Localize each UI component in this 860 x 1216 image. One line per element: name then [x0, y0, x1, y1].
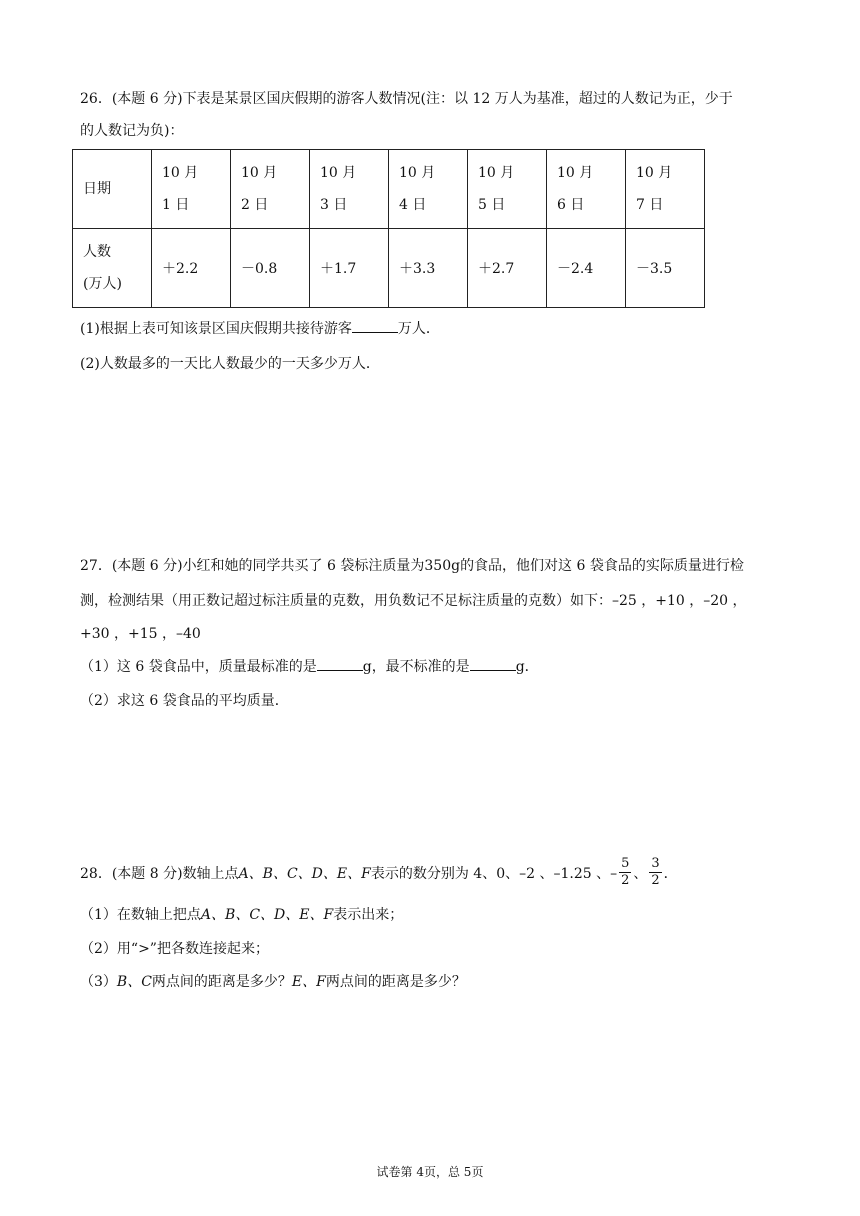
- q28-stem-b: 表示的数分别为 4、0、–2 、–1.25 、–: [370, 865, 618, 882]
- q26-score: (本题 6 分): [111, 91, 183, 107]
- q28-sub3-b: 两点间的距离是多少？: [151, 974, 292, 990]
- day-month: 10 月: [399, 165, 436, 181]
- table-cell-day: [626, 150, 705, 229]
- table-cell-value: －3.5: [626, 229, 705, 308]
- q26-stem-line1: [80, 88, 733, 108]
- q28-sub3-ef: E、F: [291, 974, 326, 990]
- day-month: 10 月: [478, 165, 515, 181]
- table-cell-value: ＋3.3: [389, 229, 468, 308]
- fraction-denominator: 2: [651, 873, 660, 888]
- q28-sub1-points: A、B、C、D、E、F: [200, 907, 334, 923]
- day-day: 4 日: [399, 197, 427, 213]
- date-label: 日期: [83, 181, 111, 197]
- day-month: 10 月: [241, 165, 278, 181]
- fraction-numerator: 5: [621, 856, 630, 871]
- table-cell-day: [152, 150, 231, 229]
- table-row-counts: [73, 229, 705, 308]
- table-header-date: [73, 150, 152, 229]
- q27-stem-a: 小红和她的同学共买了 6 袋标注质量为: [182, 558, 425, 574]
- count-unit: (万人): [83, 276, 122, 292]
- table-cell-day: [547, 150, 626, 229]
- q28-sub1-b: 表示出来；: [333, 907, 404, 923]
- table-cell-value: ＋2.7: [468, 229, 547, 308]
- q26-stem-text2: 的人数记为负)：: [80, 123, 184, 139]
- q28-sub3-c: 两点间的距离是多少？: [325, 974, 466, 990]
- q27-stem-text2: 测，检测结果（用正数记超过标注质量的克数，用负数记不足标注质量的克数）如下：–25 ，+10 ，–20 ，: [80, 593, 747, 609]
- count-label: 人数: [83, 244, 111, 260]
- q27-sub1-text-a: （1）这 6 袋食品中，质量最标准的是: [80, 659, 317, 675]
- day-day: 7 日: [636, 197, 664, 213]
- day-month: 10 月: [320, 165, 357, 181]
- day-day: 5 日: [478, 197, 506, 213]
- table-cell-value: －0.8: [231, 229, 310, 308]
- q27-stem-c: 的食品，他们对这 6 袋食品的实际质量进行检: [460, 558, 744, 574]
- tourist-table: [72, 149, 705, 308]
- q26-sub2: [80, 353, 380, 373]
- answer-blank[interactable]: [352, 318, 398, 333]
- q28-stem-a: 数轴上点: [182, 865, 239, 882]
- day-day: 2 日: [241, 197, 269, 213]
- q28-sub1-a: （1）在数轴上把点: [80, 907, 201, 923]
- q27-sub1-text-b: ，最不标准的是: [371, 659, 470, 675]
- q27-stem-text3: +30 ，+15 ，–40: [80, 626, 201, 642]
- q26-sub1-unit: 万人．: [397, 321, 440, 337]
- table-cell-value: －2.4: [547, 229, 626, 308]
- q28-number: 28．: [80, 865, 112, 882]
- day-month: 10 月: [162, 165, 199, 181]
- q27-stem-line2: [80, 590, 747, 610]
- table-cell-day: [231, 150, 310, 229]
- q27-sub2-text: （2）求这 6 袋食品的平均质量．: [80, 693, 289, 709]
- q27-stem-line3: [80, 623, 201, 643]
- q26-stem-text1: 下表是某景区国庆假期的游客人数情况(注：以 12 万人为基准，超过的人数记为正，少于: [182, 91, 733, 107]
- fraction-three-halves: [649, 856, 661, 889]
- q27-unit: g: [362, 659, 372, 675]
- q28-sub1: [80, 904, 403, 924]
- q28-points: A、B、C、D、E、F: [238, 865, 371, 882]
- q28-sub2-text: （2）用“>”把各数连接起来；: [80, 941, 269, 957]
- q27-sub2: [80, 690, 289, 710]
- page-footer: 试卷第 4页，总 5页: [376, 1165, 484, 1179]
- q26-sub2-text: (2)人数最多的一天比人数最少的一天多少万人．: [80, 356, 380, 372]
- q26-sub1-text: (1)根据上表可知该景区国庆假期共接待游客: [80, 321, 352, 337]
- day-month: 10 月: [636, 165, 673, 181]
- fraction-five-halves: [619, 856, 631, 889]
- q27-unit: g: [515, 659, 525, 675]
- q28-sub2: [80, 938, 269, 958]
- q28-sub3-bc: B、C: [116, 974, 152, 990]
- q27-score: (本题 6 分): [111, 558, 183, 574]
- q27-stem-line1: [80, 555, 744, 575]
- q28-stem-end: ．: [663, 865, 678, 882]
- q27-sub1-end: ．: [524, 659, 539, 675]
- table-row-dates: [73, 150, 705, 229]
- table-header-count: [73, 229, 152, 308]
- q28-score: (本题 8 分): [111, 865, 183, 882]
- q26-sub1: [80, 318, 440, 338]
- q27-sub1: [80, 656, 539, 676]
- q27-number: 27．: [80, 558, 112, 574]
- answer-blank[interactable]: [470, 656, 516, 671]
- fraction-denominator: 2: [621, 873, 630, 888]
- q28-separator: 、: [633, 865, 648, 882]
- q26-stem-line2: [80, 120, 183, 140]
- q26-number: 26．: [80, 91, 112, 107]
- day-day: 1 日: [162, 197, 190, 213]
- table-cell-day: [310, 150, 389, 229]
- day-day: 6 日: [557, 197, 585, 213]
- q28-sub3-a: （3）: [80, 974, 117, 990]
- table-cell-value: ＋1.7: [310, 229, 389, 308]
- table-cell-value: ＋2.2: [152, 229, 231, 308]
- q27-stem-mass: 350g: [424, 558, 461, 574]
- answer-blank[interactable]: [317, 656, 363, 671]
- table-cell-day: [468, 150, 547, 229]
- q28-sub3: [80, 971, 466, 991]
- fraction-numerator: 3: [651, 856, 660, 871]
- q28-stem: [80, 856, 678, 889]
- day-month: 10 月: [557, 165, 594, 181]
- table-cell-day: [389, 150, 468, 229]
- day-day: 3 日: [320, 197, 348, 213]
